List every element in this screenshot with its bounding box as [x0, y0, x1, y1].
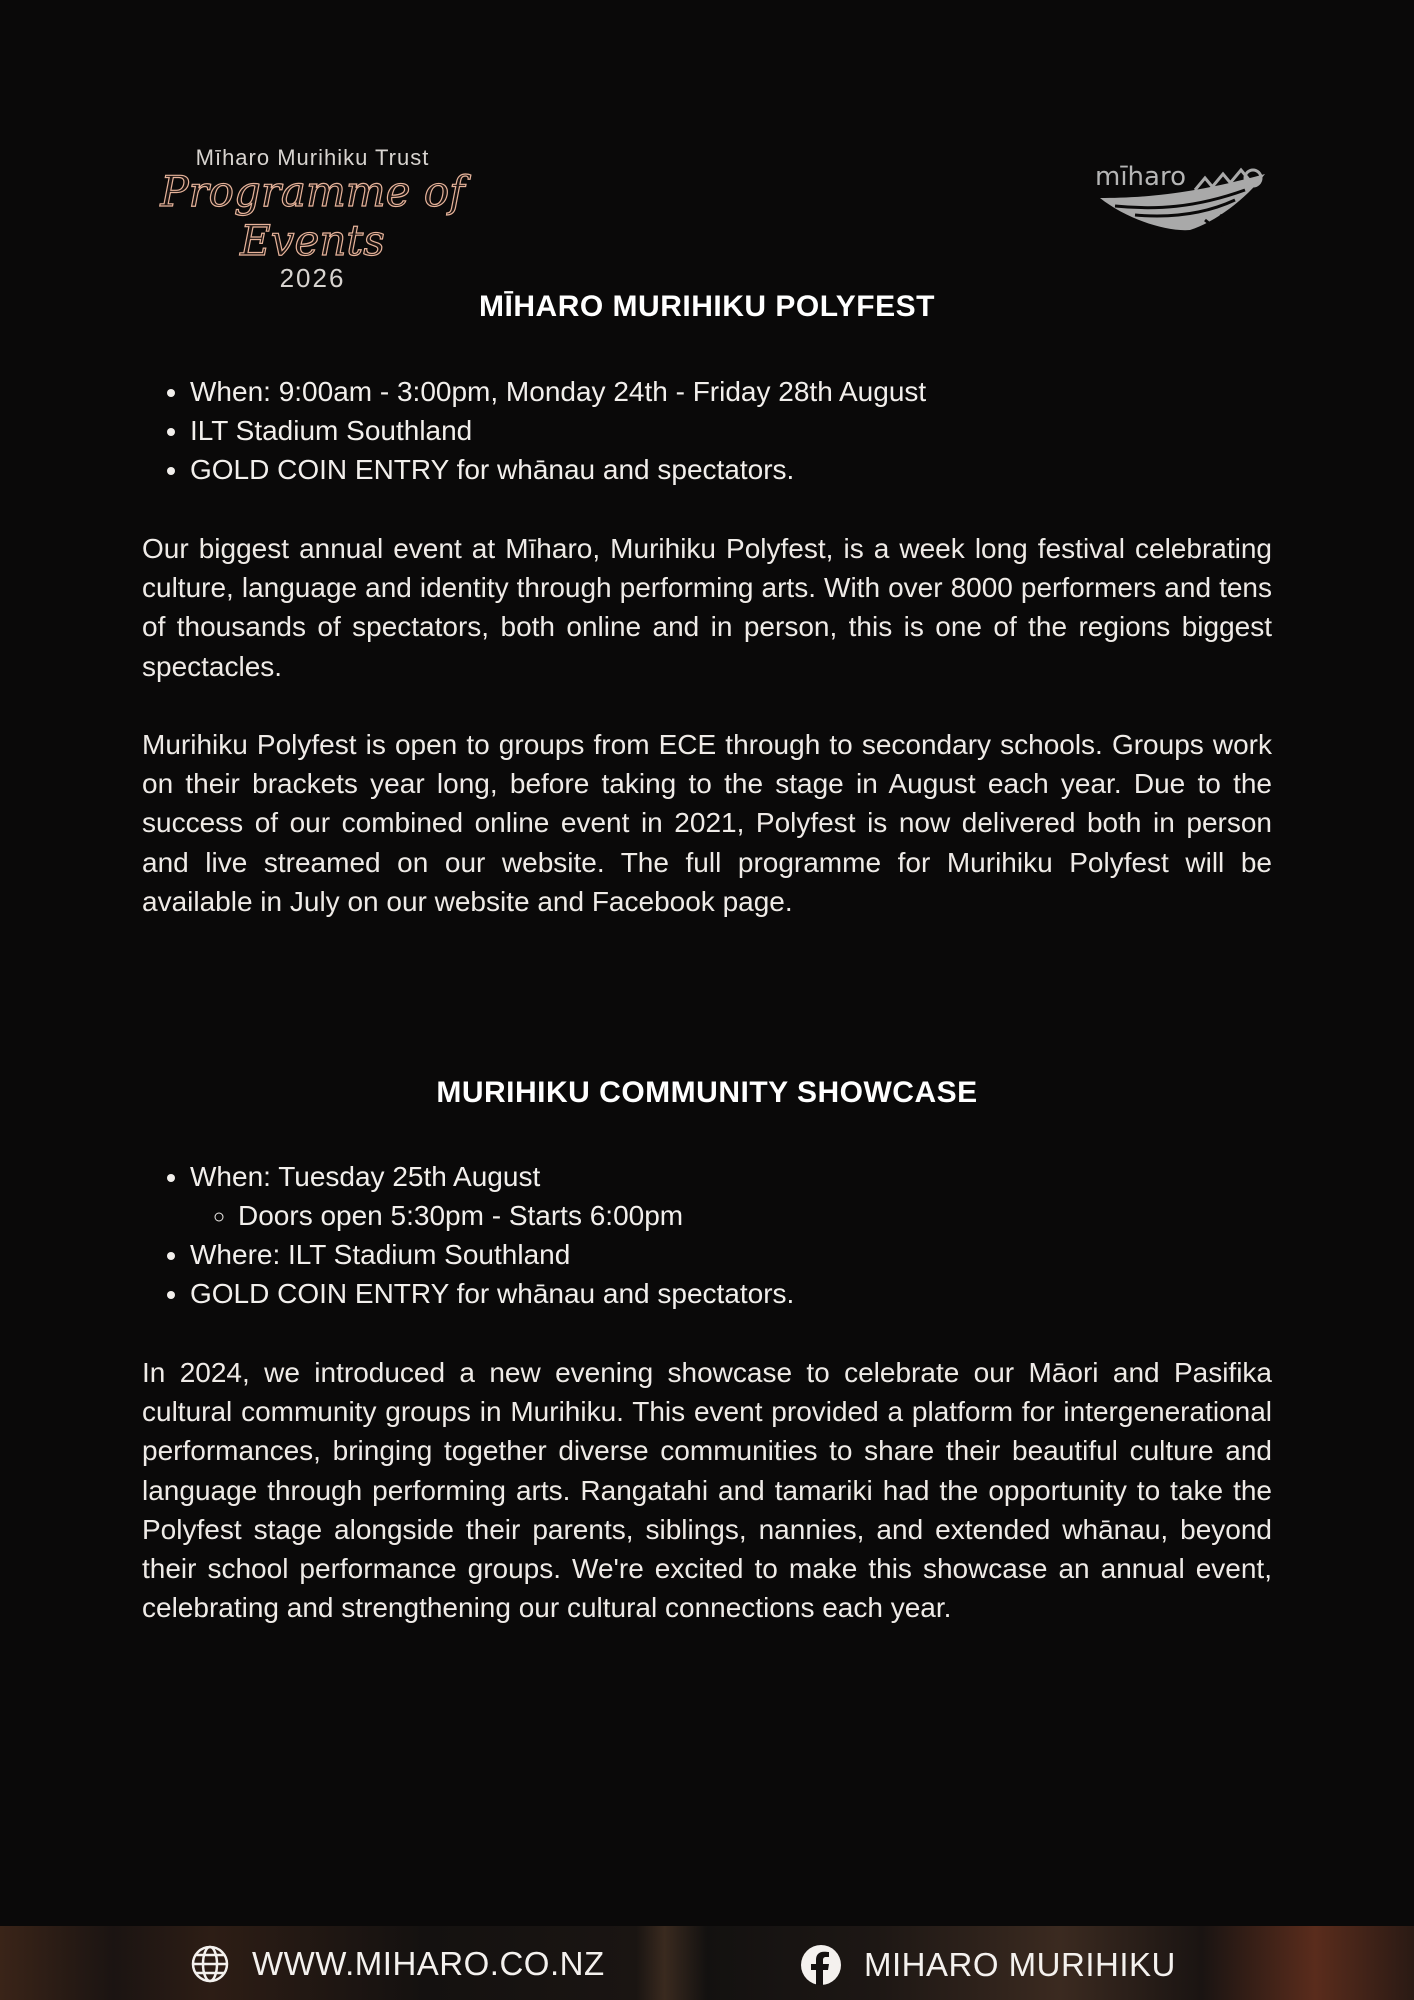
facebook-link[interactable] [800, 1944, 1176, 1986]
list-item: • Where: ILT Stadium Southland [190, 1235, 1272, 1274]
list-item: • GOLD COIN ENTRY for whānau and spectators. [190, 1274, 1272, 1313]
polyfest-facts [142, 372, 1272, 489]
paragraph: Our biggest annual event at Mīharo, Murihiku Polyfest, is a week long festival celebrating culture, language and identity through performing arts. With over 8000 performers and tens of thousands of spectators, both online and in person, this is one of the regions biggest spectacles. [142, 533, 1272, 682]
programme-header [140, 145, 485, 294]
list-item: • GOLD COIN ENTRY for whānau and spectators. [190, 450, 1272, 489]
programme-title: Programme of Events [160, 167, 465, 265]
list-item: • When: 9:00am - 3:00pm, Monday 24th - Friday 28th August [190, 372, 1272, 411]
showcase-paragraph [142, 1353, 1272, 1627]
website-link[interactable] [190, 1944, 605, 1984]
polyfest-title: MĪHARO MURIHIKU POLYFEST [479, 290, 935, 323]
list-item [190, 1157, 1272, 1235]
list-sub-item: ◦ Doors open 5:30pm - Starts 6:00pm [238, 1196, 1272, 1235]
polyfest-paragraph-2 [142, 725, 1272, 921]
polyfest-paragraph-1 [142, 529, 1272, 686]
polyfest-section [142, 290, 1272, 324]
logo-text: mīharo [1095, 162, 1186, 192]
showcase-facts [142, 1157, 1272, 1313]
showcase-section [142, 1076, 1272, 1110]
facebook-icon [800, 1944, 842, 1986]
globe-icon [190, 1944, 230, 1984]
footer-bar [0, 1926, 1414, 2000]
paragraph: Murihiku Polyfest is open to groups from ECE through to secondary schools. Groups work on their brackets year long, before taking to the stage in August each year. Due to the success of our combined online event in 2021, Polyfest is now delivered both in person and live streamed on our website. The full programme for Murihiku Polyfest will be available in July on our website and Facebook page. [142, 729, 1272, 917]
website-text: WWW.MIHARO.CO.NZ [252, 1945, 605, 1982]
list-item: • ILT Stadium Southland [190, 411, 1272, 450]
trust-name: Mīharo Murihiku Trust [195, 145, 430, 170]
facebook-text: MIHARO MURIHIKU [864, 1946, 1176, 1983]
programme-year: 2026 [279, 263, 346, 293]
showcase-when: When: Tuesday 25th August [190, 1161, 541, 1192]
paragraph: In 2024, we introduced a new evening showcase to celebrate our Māori and Pasifika cultural community groups in Murihiku. This event provided a platform for intergenerational performances, bringing together diverse communities to share their beautiful culture and language through performing arts. Rangatahi and tamariki had the opportunity to take the Polyfest stage alongside their parents, siblings, nannies, and extended whānau, beyond their school performance groups. We're excited to make this showcase an annual event, celebrating and strengthening our cultural connections each year. [142, 1357, 1272, 1624]
miharo-logo [1095, 160, 1270, 240]
showcase-title: MURIHIKU COMMUNITY SHOWCASE [436, 1076, 978, 1109]
